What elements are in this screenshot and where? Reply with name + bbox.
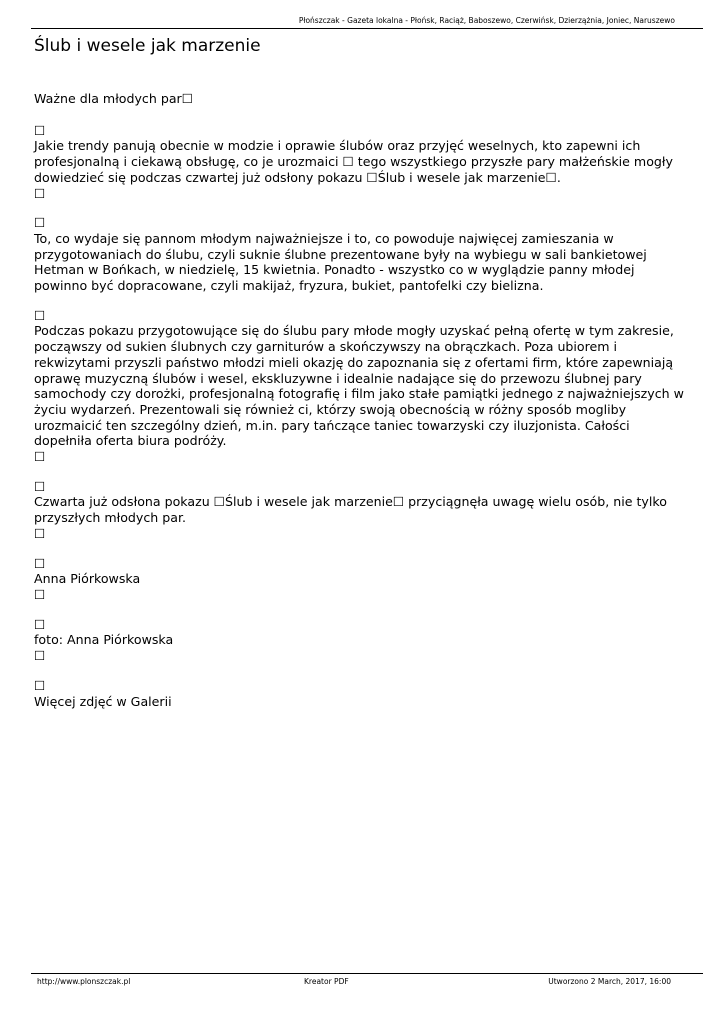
box-glyph: ☐ — [34, 185, 46, 201]
paragraph-4: Czwarta już odsłona pokazu ☐Ślub i wesele jak marzenie☐ przyciągnęła uwagę wielu osób, nie tylko przyszłych młodych par. — [34, 494, 667, 526]
box-glyph: ☐ — [34, 307, 46, 323]
box-glyph: ☐ — [34, 616, 46, 632]
article-body — [34, 91, 684, 709]
lead-text: Ważne dla młodych par☐ — [34, 91, 194, 106]
paragraph-3: Podczas pokazu przygotowujące się do ślubu pary młode mogły uzyskać pełną ofertę w tym zakresie, począwszy od sukien ślubnych czy garniturów a skończywszy na obrączkach. Poza ubiorem i rekwizytami przyszli państwo młodzi mieli okazję do zapoznania się z ofertami firm, które zapewniają oprawę muzyczną ślubów i wesel, ekskluzywne i idealnie nadające się do przewozu ślubnej pary samochody czy dorożki, profesjonalną fotografię i film jako stałe pamiątki jednego z najważniejszych w życiu wydarzeń. Prezentowali się również ci, którzy swoją obecnością w różny sposób mogliby urozmaicić ten szczególny dzień, m.in. pary tańczące taniec towarzyski czy iluzjonista. Całości dopełniła oferta biura podróży. — [34, 323, 684, 449]
header-site-line: Płońszczak - Gazeta lokalna - Płońsk, Raciąż, Baboszewo, Czerwińsk, Dzierzążnia, Joniec, Naruszewo — [298, 16, 675, 25]
box-glyph: ☐ — [34, 586, 46, 602]
footer-divider — [31, 973, 703, 974]
paragraph-1: Jakie trendy panują obecnie w modzie i oprawie ślubów oraz przyjęć weselnych, kto zapewni ich profesjonalną i ciekawą obsługę, co je urozmaici ☐ tego wszystkiego przyszłe pary małżeńskie mogły dowiedzieć się podczas czwartej już odsłony pokazu ☐Ślub i wesele jak marzenie☐. — [34, 138, 673, 185]
box-glyph: ☐ — [34, 648, 46, 664]
box-glyph: ☐ — [34, 122, 46, 138]
box-glyph: ☐ — [34, 525, 46, 541]
box-glyph: ☐ — [34, 449, 46, 465]
paragraph-2: To, co wydaje się pannom młodym najważniejsze i to, co powoduje najwięcej zamieszania w przygotowaniach do ślubu, czyli suknie ślubne prezentowane były na wybiegu w sali bankietowej Hetman w Bońkach, w niedzielę, 15 kwietnia. Ponadto - wszystko co w wyglądzie panny młodej powinno być dopracowane, czyli makijaż, fryzura, bukiet, pantofelki czy bielizna. — [34, 230, 647, 294]
box-glyph: ☐ — [34, 677, 46, 693]
gallery-link[interactable]: Więcej zdjęć w Galerii — [34, 693, 172, 709]
article-title: Ślub i wesele jak marzenie — [34, 36, 261, 56]
photo-credit: foto: Anna Piórkowska — [34, 632, 174, 648]
header-divider — [31, 28, 703, 29]
footer-created-date: Utworzono 2 March, 2017, 16:00 — [548, 977, 671, 986]
box-glyph: ☐ — [34, 478, 46, 494]
box-glyph: ☐ — [34, 215, 46, 231]
author-name: Anna Piórkowska — [34, 571, 141, 587]
footer-url[interactable]: http://www.plonszczak.pl — [37, 977, 131, 986]
box-glyph: ☐ — [34, 555, 46, 571]
footer-generator: Kreator PDF — [304, 977, 349, 986]
